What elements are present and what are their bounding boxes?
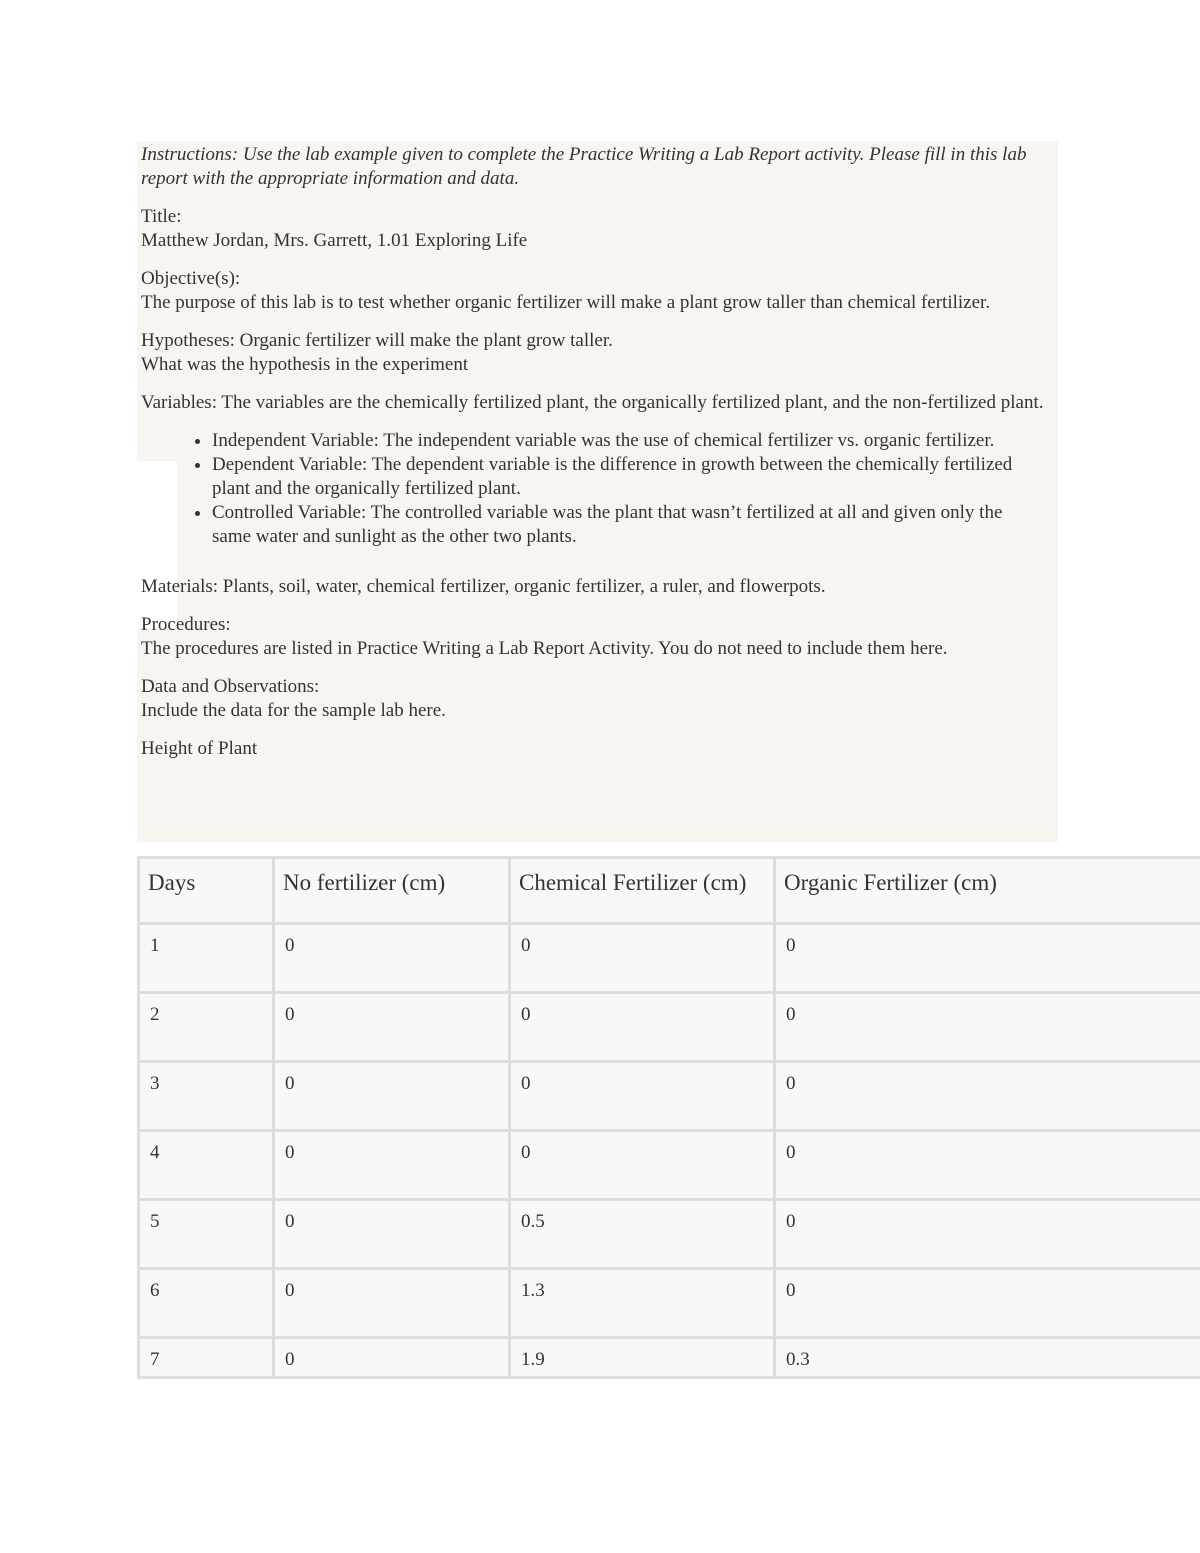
table-header-row (139, 858, 1200, 924)
table-cell: 0.5 (510, 1200, 775, 1269)
table-cell: 0 (775, 924, 1200, 993)
table-cell: 6 (139, 1269, 274, 1338)
plant-height-table (137, 856, 1200, 1379)
list-item: • Controlled Variable: The controlled variable was the plant that wasn’t fertilized at all and given only the same water and sunlight as the other two plants. (212, 501, 1046, 549)
procedures-section (141, 613, 1046, 661)
table-cell: 5 (139, 1200, 274, 1269)
table-row (139, 1200, 1200, 1269)
header-days: Days (139, 858, 274, 924)
hypotheses-section (141, 329, 1046, 377)
table-cell: 0 (775, 1062, 1200, 1131)
list-item: • Independent Variable: The independent variable was the use of chemical fertilizer vs. organic fertilizer. (212, 429, 1046, 453)
data-observations-label: Data and Observations: (141, 676, 320, 697)
table-cell: 1 (139, 924, 274, 993)
objective-section (141, 267, 1046, 315)
materials-text: Materials: Plants, soil, water, chemical fertilizer, organic fertilizer, a ruler, and flowerpots. (141, 576, 826, 597)
table-cell: 3 (139, 1062, 274, 1131)
lab-report-body (141, 143, 1046, 775)
table-cell: 2 (139, 993, 274, 1062)
table-cell: 0 (775, 1131, 1200, 1200)
table-caption: Height of Plant (141, 738, 258, 759)
table-cell: 0 (510, 1062, 775, 1131)
title-section (141, 205, 1046, 253)
hypotheses-prompt: What was the hypothesis in the experiment (141, 354, 469, 375)
table-row (139, 1269, 1200, 1338)
table-cell: 1.3 (510, 1269, 775, 1338)
table-cell: 0 (274, 1062, 510, 1131)
table-row (139, 1131, 1200, 1200)
procedures-label: Procedures: (141, 614, 231, 635)
header-chemical-fertilizer: Chemical Fertilizer (cm) (510, 858, 775, 924)
plant-height-table-wrapper (137, 856, 1200, 1379)
table-row (139, 1338, 1200, 1378)
table-cell: 0 (775, 1200, 1200, 1269)
table-cell: 0 (274, 1131, 510, 1200)
objective-value: The purpose of this lab is to test whether organic fertilizer will make a plant grow taller than chemical fertilizer. (141, 292, 991, 313)
table-cell: 0 (510, 924, 775, 993)
table-cell: 0 (510, 1131, 775, 1200)
table-cell: 4 (139, 1131, 274, 1200)
data-observations-value: Include the data for the sample lab here. (141, 700, 446, 721)
hypotheses-statement: Hypotheses: Organic fertilizer will make the plant grow taller. (141, 330, 613, 351)
table-cell: 0 (274, 1200, 510, 1269)
table-cell: 0 (274, 993, 510, 1062)
table-row (139, 993, 1200, 1062)
objective-label: Objective(s): (141, 268, 241, 289)
table-cell: 0 (775, 993, 1200, 1062)
variables-intro: Variables: The variables are the chemically fertilized plant, the organically fertilized plant, and the non-fertilized plant. (141, 392, 1044, 413)
table-cell: 0 (274, 924, 510, 993)
table-cell: 0.3 (775, 1338, 1200, 1378)
title-value: Matthew Jordan, Mrs. Garrett, 1.01 Exploring Life (141, 230, 528, 251)
table-cell: 0 (510, 993, 775, 1062)
list-item: • Dependent Variable: The dependent variable is the difference in growth between the chemically fertilized plant and the organically fertilized plant. (212, 453, 1046, 501)
table-cell: 0 (775, 1269, 1200, 1338)
variables-list (141, 429, 1046, 549)
table-cell: 0 (274, 1269, 510, 1338)
table-cell: 1.9 (510, 1338, 775, 1378)
table-cell: 7 (139, 1338, 274, 1378)
table-cell: 0 (274, 1338, 510, 1378)
table-row (139, 1062, 1200, 1131)
header-organic-fertilizer: Organic Fertilizer (cm) (775, 858, 1200, 924)
table-row (139, 924, 1200, 993)
title-label: Title: (141, 206, 182, 227)
procedures-value: The procedures are listed in Practice Writing a Lab Report Activity. You do not need to include them here. (141, 638, 948, 659)
header-no-fertilizer: No fertilizer (cm) (274, 858, 510, 924)
instructions-text: Instructions: Use the lab example given to complete the Practice Writing a Lab Report activity. Please fill in this lab report with the appropriate information and data. (141, 144, 1027, 189)
data-observations-section (141, 675, 1046, 723)
